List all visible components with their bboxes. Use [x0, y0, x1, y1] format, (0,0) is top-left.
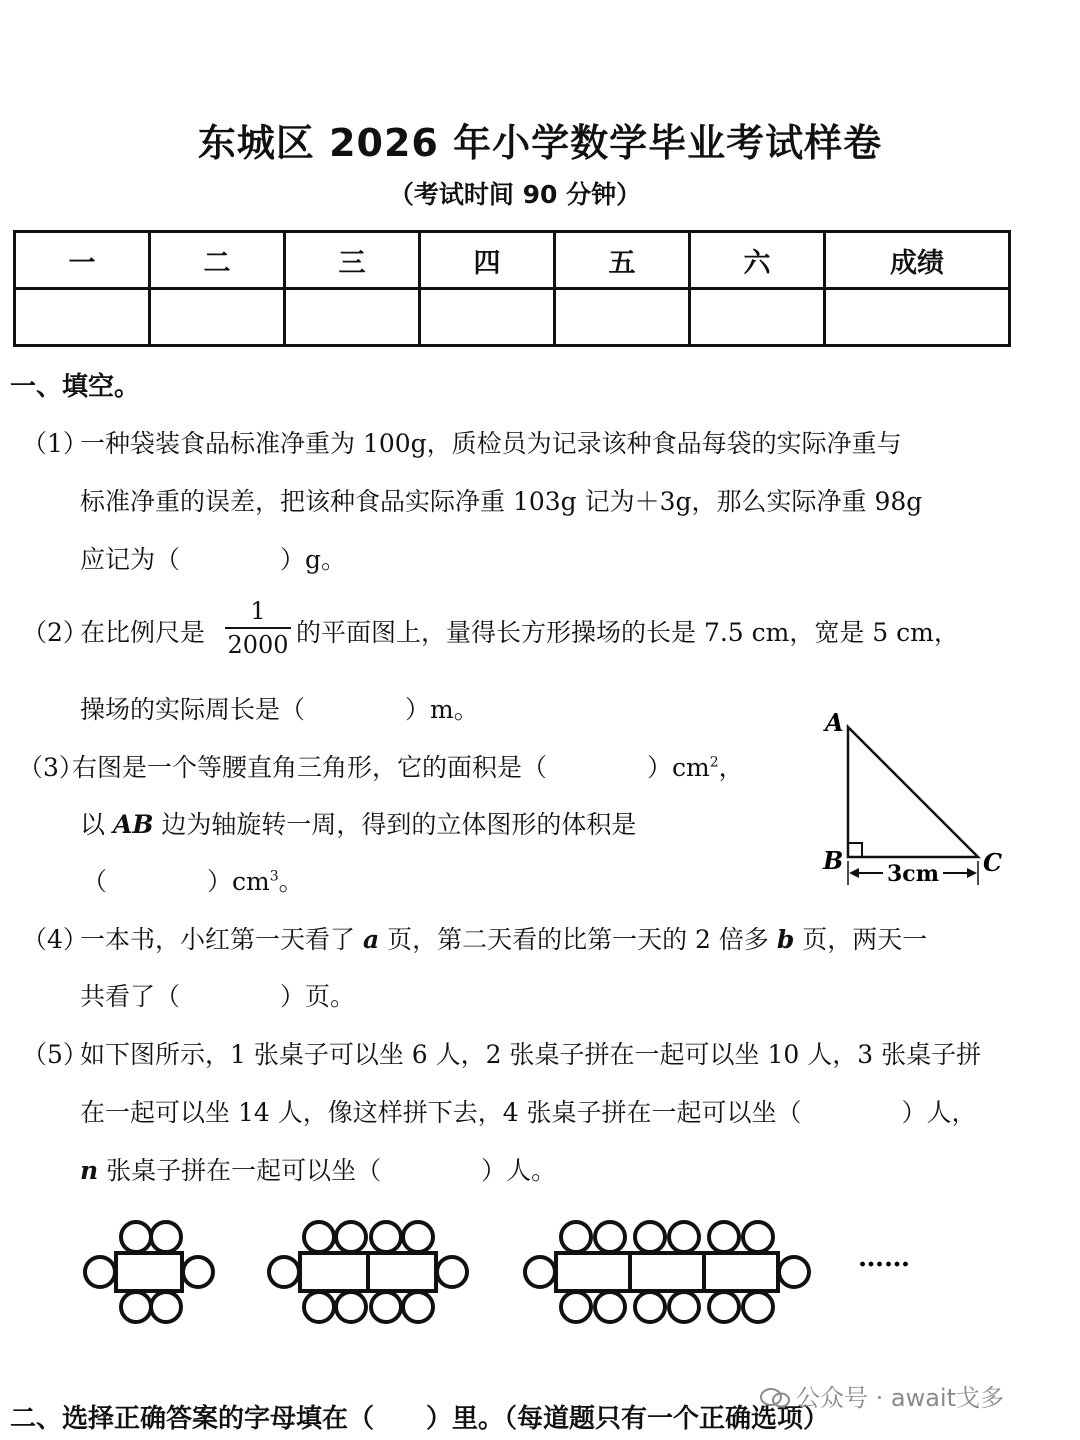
q3-line2-post: 边为轴旋转一周，得到的立体图形的体积是: [153, 810, 637, 839]
right-angle-mark: [848, 843, 862, 857]
score-header-cell: 二: [150, 232, 285, 289]
q5-line1: 如下图所示，1 张桌子可以坐 6 人，2 张桌子拼在一起可以坐 10 人，3 张桌子拼: [80, 1040, 982, 1069]
chair: [743, 1292, 773, 1322]
q3-line1-end: ，: [718, 753, 744, 782]
q3-sup-2: 2: [709, 754, 719, 771]
q2-number: （2）: [22, 618, 88, 647]
vertex-a-label: A: [825, 708, 844, 737]
chair: [669, 1222, 699, 1252]
section1-heading: 一、填空。: [10, 372, 141, 402]
q3-sup-3: 3: [269, 868, 279, 885]
q3-number: （3）: [18, 753, 84, 782]
q4-p1: 一本书，小红第一天看了: [80, 925, 363, 954]
one-table-arrangement: [85, 1222, 213, 1322]
q3-line2: [80, 805, 636, 841]
q2-line2: 操场的实际周长是（ ）m。: [80, 695, 479, 724]
score-blank-cell: [825, 289, 1010, 346]
var-a: a: [362, 925, 380, 954]
score-blank-cell: [15, 289, 150, 346]
score-header-cell: 六: [690, 232, 825, 289]
q2-post: 的平面图上，量得长方形操场的长是 7.5 cm，宽是 5 cm，: [296, 618, 959, 647]
score-header-cell: 一: [15, 232, 150, 289]
q1-line1: 一种袋装食品标准净重为 100g，质检员为记录该种食品每袋的实际净重与: [80, 429, 902, 458]
q4-line2: 共看了（ ）页。: [80, 982, 356, 1011]
chair: [403, 1292, 433, 1322]
var-b: b: [776, 925, 795, 954]
triangle-figure: [815, 705, 1015, 900]
three-tables-arrangement: [525, 1222, 809, 1322]
score-table-header-row: [15, 232, 1010, 289]
chair: [709, 1292, 739, 1322]
q2-pre: 在比例尺是: [80, 618, 206, 647]
score-blank-cell: [150, 289, 285, 346]
watermark: [760, 1378, 1004, 1413]
q4-p2: 页，第二天看的比第一天的 2 倍多: [379, 925, 777, 954]
q3-line2-pre: 以: [80, 810, 113, 839]
score-header-cell: 四: [420, 232, 555, 289]
watermark-text: 公众号 · await戈多: [796, 1384, 1005, 1412]
chair: [269, 1257, 299, 1287]
chair: [595, 1292, 625, 1322]
score-blank-cell: [555, 289, 690, 346]
q1-number: （1）: [22, 429, 88, 458]
chair: [669, 1292, 699, 1322]
chair: [709, 1222, 739, 1252]
chair: [743, 1222, 773, 1252]
chair: [371, 1222, 401, 1252]
q3-line1-text: 右图是一个等腰直角三角形，它的面积是（ ）cm: [72, 753, 710, 782]
score-table: [13, 230, 1011, 347]
q1-line3: 应记为（ ）g。: [80, 545, 347, 574]
q1-line2: 标准净重的误差，把该种食品实际净重 103g 记为＋3g，那么实际净重 98g: [80, 487, 923, 516]
page-title: 东城区 2026 年小学数学毕业考试样卷: [197, 121, 883, 165]
vertex-b-label: B: [823, 846, 844, 875]
chair: [183, 1257, 213, 1287]
score-header-cell-total: 成绩: [825, 232, 1010, 289]
wechat-icon: [760, 1387, 790, 1409]
q5-line3-text: 张桌子拼在一起可以坐（ ）人。: [98, 1156, 557, 1185]
table-top: [116, 1253, 182, 1291]
fraction-denominator: 2000: [227, 631, 289, 659]
chair: [304, 1292, 334, 1322]
chair: [85, 1257, 115, 1287]
chair: [151, 1292, 181, 1322]
score-table-blank-row: [15, 289, 1010, 346]
chair: [371, 1292, 401, 1322]
chair: [403, 1222, 433, 1252]
q4-line1: [80, 920, 927, 956]
chair: [779, 1257, 809, 1287]
section2-heading: 二、选择正确答案的字母填在（ ）里。（每道题只有一个正确选项）: [10, 1404, 830, 1434]
dim-arrow-left: [849, 868, 859, 878]
chair: [121, 1292, 151, 1322]
q5-line2: 在一起可以坐 14 人，像这样拼下去，4 张桌子拼在一起可以坐（ ）人，: [80, 1098, 977, 1127]
chair: [561, 1222, 591, 1252]
chair: [336, 1222, 366, 1252]
chair: [336, 1292, 366, 1322]
chair: [635, 1292, 665, 1322]
continuation-ellipsis: ……: [858, 1243, 910, 1273]
score-header-cell: 五: [555, 232, 690, 289]
fraction-numerator: 1: [250, 597, 266, 625]
two-tables-arrangement: [269, 1222, 467, 1322]
chair: [304, 1222, 334, 1252]
dimension-label: 3cm: [887, 861, 939, 887]
q5-line3: [80, 1151, 556, 1187]
chair: [525, 1257, 555, 1287]
score-blank-cell: [420, 289, 555, 346]
joined-tables: [556, 1253, 778, 1291]
score-blank-cell: [285, 289, 420, 346]
chair: [437, 1257, 467, 1287]
chair: [595, 1222, 625, 1252]
dim-arrow-right: [967, 868, 977, 878]
vertex-c-label: C: [983, 848, 1003, 877]
chair: [635, 1222, 665, 1252]
score-blank-cell: [690, 289, 825, 346]
chair: [121, 1222, 151, 1252]
q3-line3: [82, 862, 304, 898]
chair: [151, 1222, 181, 1252]
q3-line1: [72, 748, 744, 784]
q4-number: （4）: [22, 925, 88, 954]
var-ab: AB: [112, 810, 154, 839]
tables-figure: [0, 1210, 1080, 1330]
triangle-shape: [848, 727, 978, 857]
q4-p3: 页，两天一: [794, 925, 928, 954]
q3-line3-end: 。: [278, 867, 304, 896]
q5-number: （5）: [22, 1040, 88, 1069]
score-header-cell: 三: [285, 232, 420, 289]
fraction-bar: [225, 627, 291, 629]
scale-fraction: [225, 596, 291, 660]
q3-line3-text: （ ）cm: [82, 867, 270, 896]
exam-duration: （考试时间 90 分钟）: [388, 180, 642, 209]
chair: [561, 1292, 591, 1322]
var-n: n: [80, 1156, 99, 1185]
